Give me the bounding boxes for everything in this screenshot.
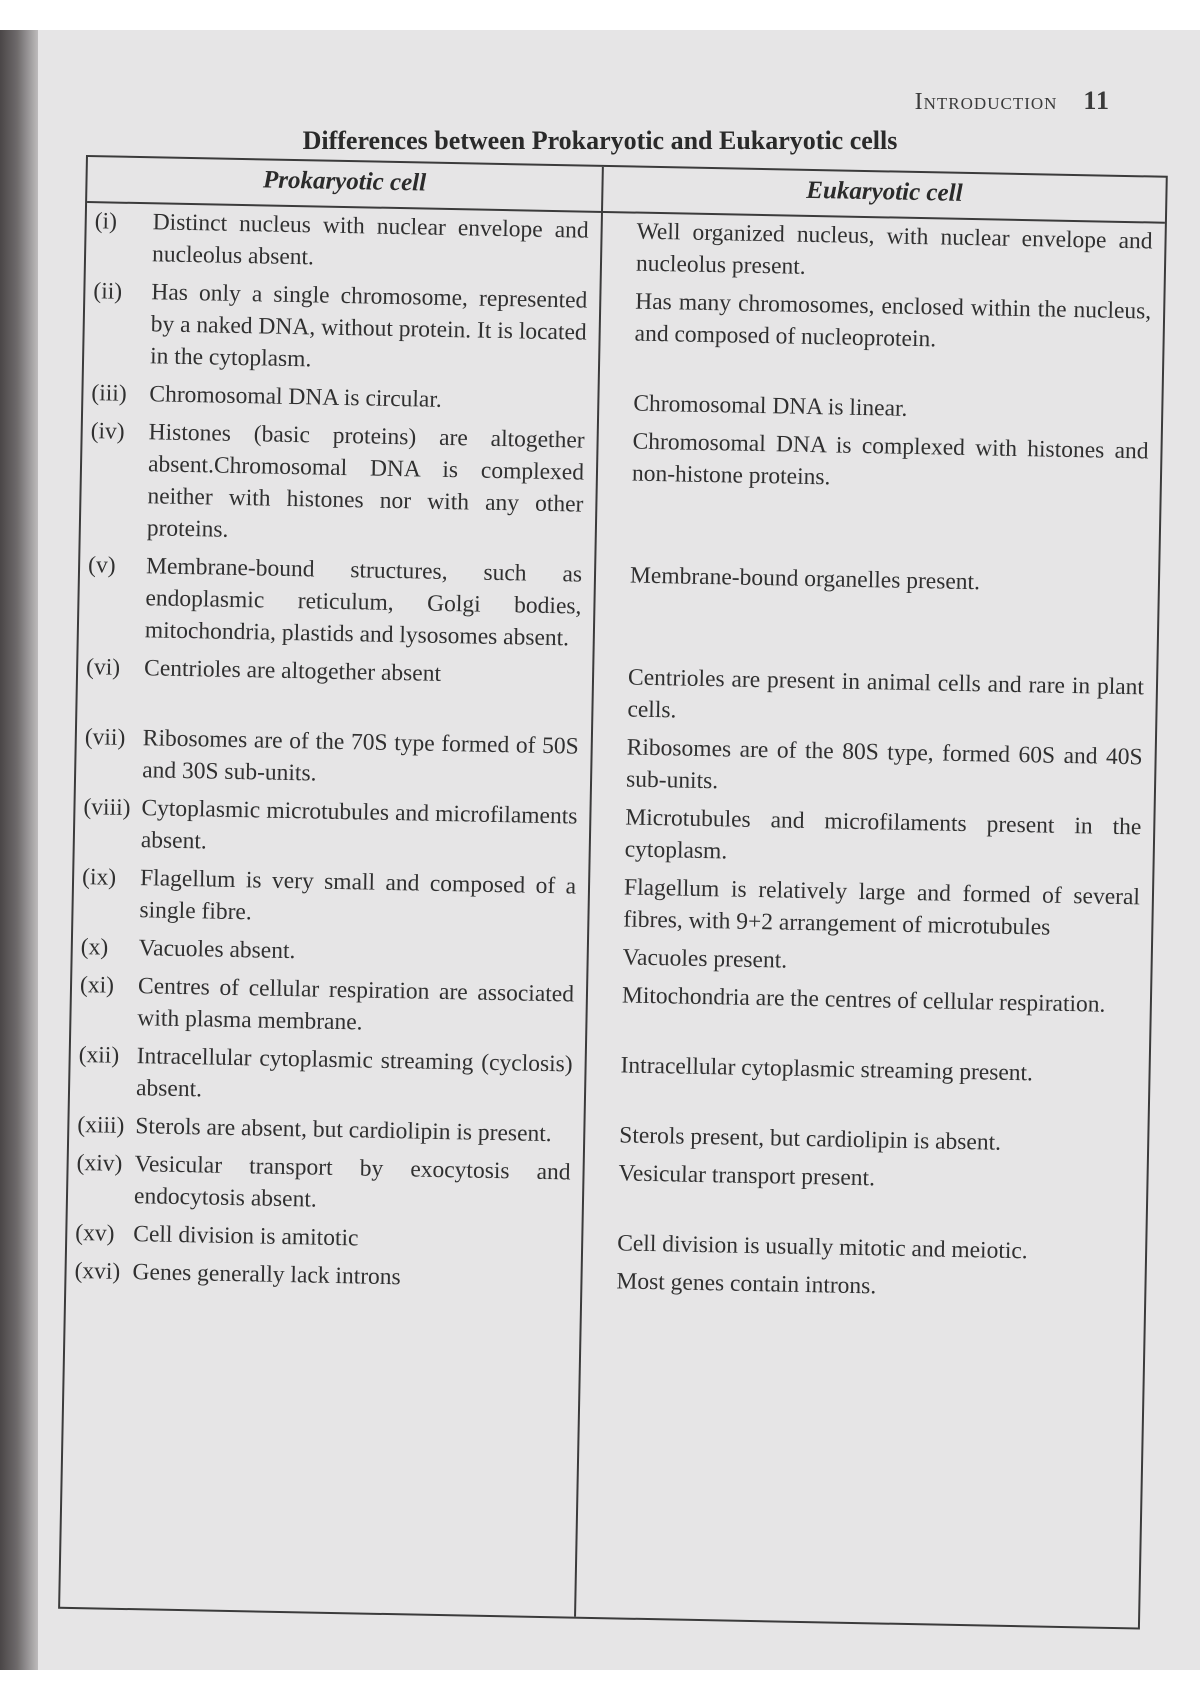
prokaryotic-cell bbox=[66, 1255, 581, 1297]
eukaryotic-cell: Mitochondria are the centres of cellular respiration. bbox=[621, 982, 1106, 1018]
prokaryotic-cell bbox=[84, 275, 600, 381]
eukaryotic-cell: Ribosomes are of the 80S type, formed 60S and 40S sub-units. bbox=[625, 734, 1143, 795]
table-row bbox=[81, 415, 1161, 564]
row-number: (x) bbox=[80, 934, 109, 961]
table-row bbox=[73, 861, 1152, 946]
prokaryotic-text: Has only a single chromosome, represented by a naked DNA, without protein. It is located in the cytoplasm. bbox=[149, 279, 588, 373]
prokaryotic-text: Intracellular cytoplasmic streaming (cyclosis) absent. bbox=[135, 1043, 573, 1103]
eukaryotic-cell: Cell division is usually mitotic and meiotic. bbox=[616, 1230, 1028, 1265]
prokaryotic-cell bbox=[81, 415, 597, 553]
row-number: (i) bbox=[94, 208, 118, 235]
prokaryotic-cell bbox=[86, 205, 601, 279]
eukaryotic-cell: Microtubules and microfilaments present in the cytoplasm. bbox=[624, 804, 1142, 865]
table-row bbox=[70, 1039, 1149, 1124]
row-number: (ii) bbox=[93, 278, 123, 305]
eukaryotic-cell: Vacuoles present. bbox=[622, 944, 788, 974]
prokaryotic-cell bbox=[76, 721, 591, 795]
prokaryotic-text: Membrane-bound structures, such as endoplasmic reticulum, Golgi bodies, mitochondria, plastids and lysosomes absent. bbox=[144, 553, 583, 652]
eukaryotic-cell: Membrane-bound organelles present. bbox=[629, 562, 981, 596]
eukaryotic-cell: Has many chromosomes, enclosed within the nucleus, and composed of nucleoprotein. bbox=[634, 288, 1152, 353]
table-body bbox=[66, 205, 1165, 1313]
row-number: (ix) bbox=[81, 864, 117, 891]
row-number: (iv) bbox=[90, 418, 125, 445]
prokaryotic-cell bbox=[77, 651, 592, 725]
row-number: (xii) bbox=[78, 1042, 120, 1069]
table-row bbox=[68, 1147, 1147, 1232]
prokaryotic-text: Ribosomes are of the 70S type formed of 50S and 30S sub-units. bbox=[141, 725, 579, 787]
row-number: (xiv) bbox=[76, 1150, 123, 1177]
page-number: 11 bbox=[1083, 86, 1110, 115]
prokaryotic-text: Vesicular transport by exocytosis and endocytosis absent. bbox=[133, 1151, 571, 1213]
prokaryotic-cell bbox=[83, 377, 598, 419]
eukaryotic-cell: Flagellum is relatively large and formed of several fibres, with 9+2 arrangement of microtubules bbox=[623, 874, 1141, 941]
prokaryotic-cell bbox=[67, 1217, 582, 1259]
eukaryotic-cell: Centrioles are present in animal cells and rare in plant cells. bbox=[627, 664, 1145, 724]
section-name: Introduction bbox=[914, 89, 1058, 115]
prokaryotic-cell bbox=[75, 791, 590, 865]
prokaryotic-text: Histones (basic proteins) are altogether absent.Chromosomal DNA is complexed neither with histones nor with any other proteins. bbox=[146, 419, 585, 543]
table-row bbox=[84, 275, 1164, 392]
prokaryotic-text: Genes generally lack introns bbox=[132, 1259, 401, 1291]
prokaryotic-cell bbox=[73, 861, 588, 935]
table-row bbox=[77, 651, 1156, 736]
comparison-table bbox=[58, 155, 1168, 1630]
prokaryotic-text: Vacuoles absent. bbox=[138, 935, 296, 965]
prokaryotic-text: Cell division is amitotic bbox=[133, 1221, 359, 1252]
book-page bbox=[0, 30, 1200, 1670]
prokaryotic-text: Centres of cellular respiration are associated with plasma membrane. bbox=[137, 973, 575, 1036]
eukaryotic-cell: Chromosomal DNA is linear. bbox=[633, 390, 908, 422]
prokaryotic-text: Centrioles are altogether absent bbox=[143, 655, 442, 687]
prokaryotic-text: Distinct nucleus with nuclear envelope and nucleolus absent. bbox=[151, 209, 589, 271]
row-number: (xiii) bbox=[77, 1112, 125, 1139]
prokaryotic-cell bbox=[71, 969, 586, 1043]
table-row bbox=[71, 969, 1150, 1054]
header-eukaryotic: Eukaryotic cell bbox=[806, 176, 963, 207]
table-row bbox=[75, 791, 1154, 876]
book-spine-shadow bbox=[0, 30, 38, 1670]
row-number: (vi) bbox=[85, 654, 121, 681]
eukaryotic-cell: Sterols present, but cardiolipin is absent. bbox=[619, 1122, 1002, 1156]
header-prokaryotic: Prokaryotic cell bbox=[262, 166, 427, 197]
table-row bbox=[76, 721, 1155, 806]
eukaryotic-cell: Well organized nucleus, with nuclear envelope and nucleolus present. bbox=[635, 218, 1153, 280]
row-number: (v) bbox=[87, 552, 116, 579]
prokaryotic-cell bbox=[79, 549, 595, 655]
row-number: (xvi) bbox=[74, 1257, 121, 1285]
row-number: (vii) bbox=[84, 724, 126, 751]
prokaryotic-text: Chromosomal DNA is circular. bbox=[149, 381, 443, 413]
prokaryotic-cell bbox=[68, 1147, 583, 1221]
row-number: (xi) bbox=[79, 972, 115, 999]
prokaryotic-cell bbox=[70, 1039, 585, 1113]
table-title: Differences between Prokaryotic and Eukaryotic cells bbox=[302, 126, 898, 155]
prokaryotic-cell bbox=[72, 931, 587, 973]
eukaryotic-cell: Chromosomal DNA is complexed with histones and non-histone proteins. bbox=[631, 428, 1149, 491]
running-head bbox=[915, 86, 1110, 116]
eukaryotic-cell: Vesicular transport present. bbox=[618, 1160, 876, 1192]
eukaryotic-cell: Intracellular cytoplasmic streaming present. bbox=[620, 1052, 1034, 1087]
row-number: (iii) bbox=[91, 380, 127, 407]
row-number: (xv) bbox=[75, 1219, 115, 1247]
prokaryotic-cell bbox=[69, 1109, 584, 1151]
prokaryotic-text: Flagellum is very small and composed of a single fibre. bbox=[139, 865, 577, 926]
prokaryotic-text: Cytoplasmic microtubules and microfilaments absent. bbox=[140, 795, 578, 855]
table-row bbox=[79, 549, 1159, 666]
eukaryotic-cell: Most genes contain introns. bbox=[616, 1268, 877, 1300]
prokaryotic-text: Sterols are absent, but cardiolipin is present. bbox=[135, 1113, 552, 1148]
row-number: (viii) bbox=[83, 794, 131, 821]
